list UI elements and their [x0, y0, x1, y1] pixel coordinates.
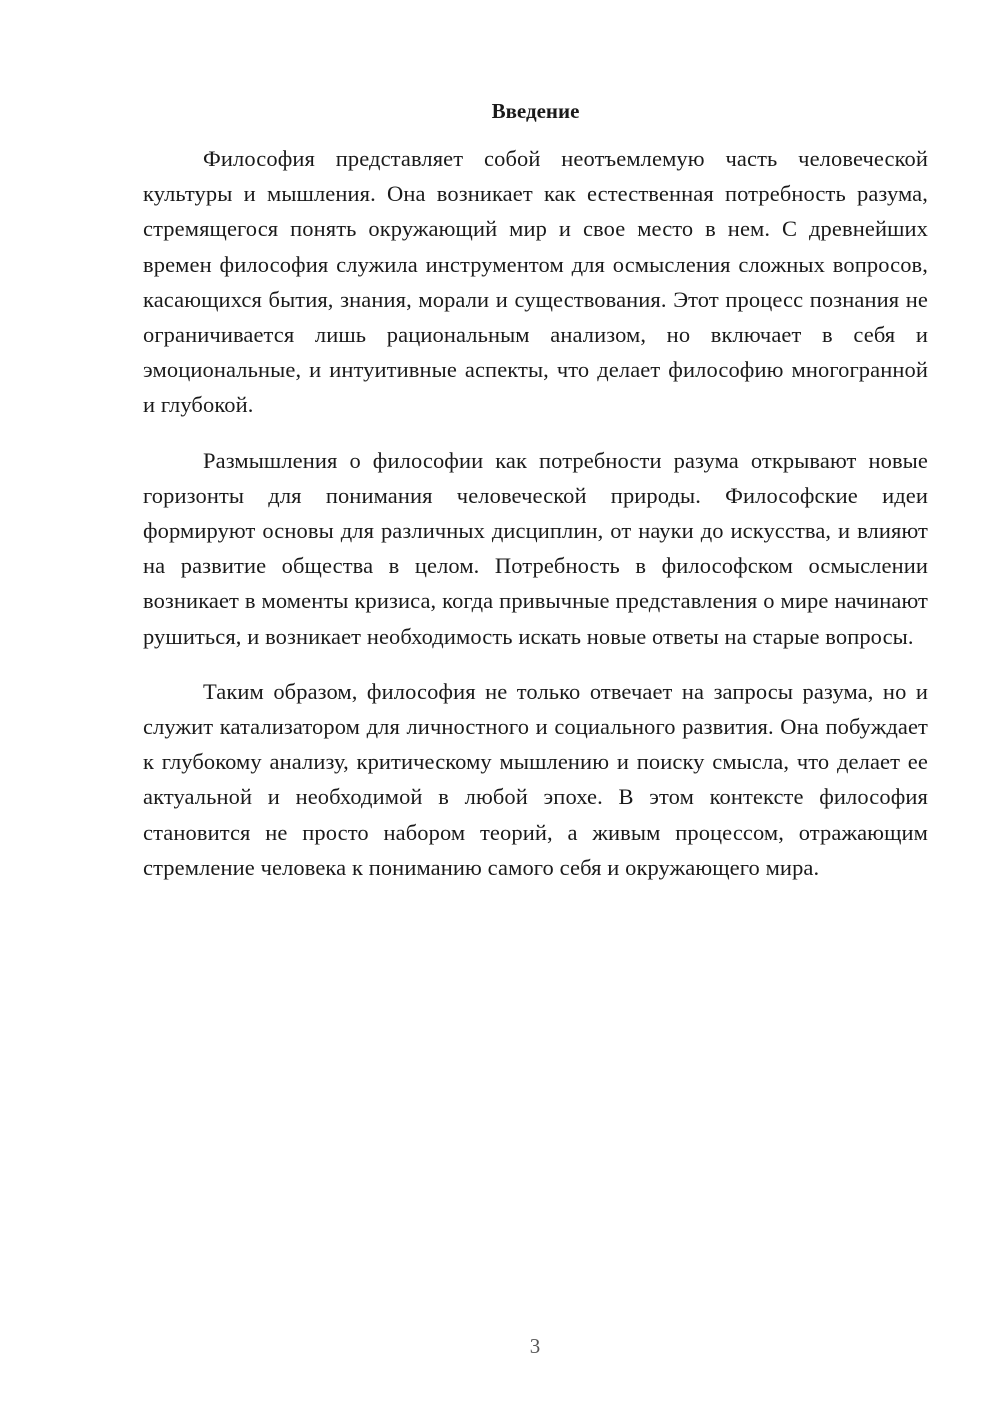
paragraph-3: Таким образом, философия не только отвечает на запросы разума, но и служит катализатором для личностного и социального развития. Она побуждает к глубокому анализу, критическому мышлению и поиску смысла, что делает ее актуальной и необходимой в любой эпохе. В этом контексте философия становится не просто набором теорий, а живым процессом, отражающим стремление человека к пониманию самого себя и окружающего мира. — [143, 678, 928, 880]
page-title: Введение — [491, 99, 580, 123]
page-number: 3 — [529, 1334, 541, 1358]
page-content — [143, 95, 928, 885]
paragraph-1: Философия представляет собой неотъемлемую часть человеческой культуры и мышления. Она возникает как естественная потребность разума, стремящегося понять окружающий мир и свое место в нем. С древнейших времен философия служила инструментом для осмысления сложных вопросов, касающихся бытия, знания, морали и существования. Этот процесс познания не ограничивается лишь рациональным анализом, но включает в себя и эмоциональные, и интуитивные аспекты, что делает философию многогранной и глубокой. — [143, 146, 928, 418]
paragraph-2: Размышления о философии как потребности разума открывают новые горизонты для понимания человеческой природы. Философские идеи формируют основы для различных дисциплин, от науки до искусства, и влияют на развитие общества в целом. Потребность в философском осмыслении возникает в моменты кризиса, когда привычные представления о мире начинают рушиться, и возникает необходимость искать новые ответы на старые вопросы. — [143, 447, 928, 649]
